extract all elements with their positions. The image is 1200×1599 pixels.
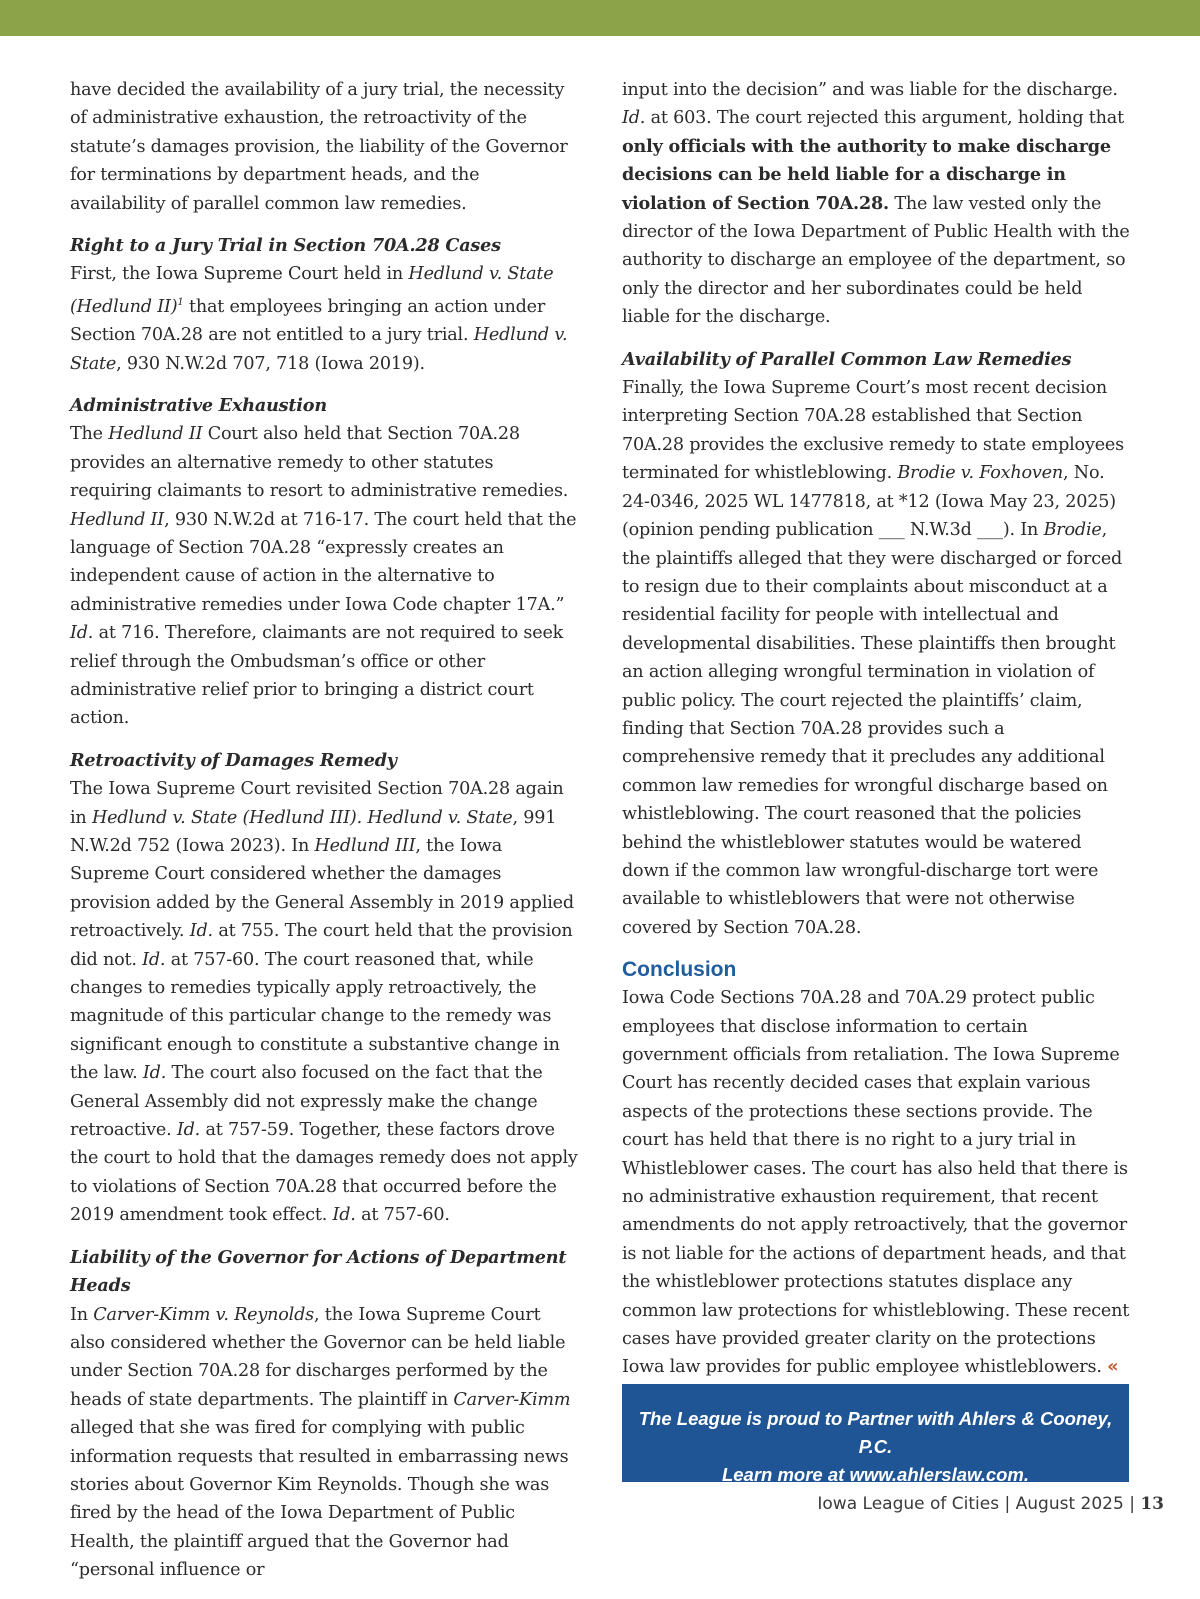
admin-exhaustion-paragraph: The Hedlund II Court also held that Section 70A.28 provides an alternative remedy to other statutes requiring claimants to resort to administrative remedies. Hedlund II, 930 N.W.2d at 716-17. The court held that the language of Section 70A.28 “expressly creates an independent cause of action in the alternative to administrative remedies under Iowa Code chapter 17A.” Id. at 716. Therefore, claimants are not required to seek relief through the Ombudsman’s office or other administrative relief prior to bringing a district court action. — [70, 424, 577, 729]
page-number: 13 — [1140, 1494, 1164, 1514]
case-citation: Hedlund II — [108, 424, 203, 445]
conclusion-paragraph: Iowa Code Sections 70A.28 and 70A.29 protect public employees that disclose information to certain government officials from retaliation. The Iowa Supreme Court has recently decided cases that explain various aspects of the protections these sections provide. The court has held that there is no right to a jury trial in Whistleblower cases. The court has also held that there is no administrative exhaustion requirement, that recent amendments do not apply retroactively, that the governor is not liable for the actions of department heads, and that the whistleblower protections statutes displace any common law protections for whistleblowing. These recent cases have provided greater clarity on the protections Iowa law provides for public employee whistleblowers. « — [622, 988, 1130, 1378]
governor-liability-paragraph: In Carver-Kimm v. Reynolds, the Iowa Supreme Court also considered whether the Governor can be held liable under Section 70A.28 for discharges performed by the heads of state departments. The plaintiff in Carver-Kimm alleged that she was fired for complying with public information requests that resulted in embarrassing news stories about Governor Kim Reynolds. Though she was fired by the head of the Iowa Department of Public Health, the plaintiff argued that the Governor had “personal influence or — [70, 1304, 571, 1581]
intro-paragraph: have decided the availability of a jury trial, the necessity of administrative exhaustion, the retroactivity of the statute’s damages provision, the liability of the Governor for terminations by department heads, and the availability of parallel common law remedies. — [70, 80, 568, 214]
top-color-bar — [0, 0, 1200, 36]
page-footer — [817, 1490, 1164, 1518]
promo-line-1: The League is proud to Partner with Ahlers & Cooney, P.C. — [638, 1408, 1113, 1457]
case-citation: Carver-Kimm — [453, 1389, 571, 1410]
case-citation: Hedlund v. State (Hedlund II) — [70, 264, 554, 317]
case-citation: Hedlund v. State — [70, 325, 568, 374]
case-citation: Hedlund v. State (Hedlund III). Hedlund v. State — [91, 807, 513, 828]
common-law-heading: Availability of Parallel Common Law Remedies — [622, 348, 1072, 370]
case-citation: Hedlund II — [70, 509, 165, 530]
footnote-marker: 1 — [177, 296, 184, 308]
jury-trial-paragraph: First, the Iowa Supreme Court held in Hedlund v. State (Hedlund II)$^1$ that employees bringing an action under Section 70A.28 are not entitled to a jury trial. Hedlund v. State, 930 N.W.2d 707, 718 (Iowa 2019). — [70, 264, 568, 374]
end-of-article-icon: « — [1107, 1357, 1119, 1378]
governor-liability-heading: Liability of the Governor for Actions of Department Heads — [70, 1246, 567, 1297]
retroactivity-paragraph: The Iowa Supreme Court revisited Section 70A.28 again in Hedlund v. State (Hedlund III). Hedlund v. State, 991 N.W.2d 752 (Iowa 2023). In Hedlund III, the Iowa Supreme Court considered whether the damages provision added by the General Assembly in 2019 applied retroactively. Id. at 755. The court held that the provision did not. Id. at 757-60. The court reasoned that, while changes to remedies typically apply retroactively, the magnitude of this particular change to the remedy was significant enough to constitute a substantive change in the law. Id. The court also focused on the fact that the General Assembly did not expressly make the change retroactive. Id. at 757-59. Together, these factors drove the court to hold that the damages remedy does not apply to violations of Section 70A.28 that occurred before the 2019 amendment took effect. Id. at 757-60. — [70, 779, 578, 1226]
case-citation: Brodie v. Foxhoven — [897, 463, 1064, 484]
left-column — [70, 76, 578, 1599]
retroactivity-heading: Retroactivity of Damages Remedy — [70, 749, 397, 771]
governor-liability-continued: input into the decision” and was liable for the discharge. Id. at 603. The court rejected this argument, holding that only officials with the authority to make discharge decisions can be held liable for a discharge in violation of Section 70A.28. The law vested only the director of the Iowa Department of Public Health with the authority to discharge an employee of the department, so only the director and her subordinates could be held liable for the discharge. — [622, 80, 1130, 328]
jury-trial-heading: Right to a Jury Trial in Section 70A.28 Cases — [70, 235, 501, 257]
case-citation: Brodie — [1043, 520, 1102, 541]
right-column — [622, 76, 1130, 1396]
holding-emphasis: only officials with the authority to make discharge decisions can be held liable for a discharge in violation of Section 70A.28. — [622, 135, 1111, 214]
common-law-paragraph: Finally, the Iowa Supreme Court’s most recent decision interpreting Section 70A.28 established that Section 70A.28 provides the exclusive remedy to state employees terminated for whistleblowing. Brodie v. Foxhoven, No. 24-0346, 2025 WL 1477818, at *12 (Iowa May 23, 2025) (opinion pending publication ___ N.W.3d ___). In Brodie, the plaintiffs alleged that they were discharged or forced to resign due to their complaints about misconduct at a residential facility for people with intellectual and developmental disabilities. These plaintiffs then brought an action alleging wrongful termination in violation of public policy. The court rejected the plaintiffs’ claim, finding that Section 70A.28 provides such a comprehensive remedy that it precludes any additional common law remedies for wrongful discharge based on whistleblowing. The court reasoned that the policies behind the whistleblower statutes would be watered down if the common law wrongful-discharge tort were available to whistleblowers that were not otherwise covered by Section 70A.28. — [622, 378, 1124, 938]
conclusion-heading: Conclusion — [622, 958, 737, 982]
partner-promo-box — [622, 1384, 1129, 1485]
publication-info: Iowa League of Cities | August 2025 | — [817, 1494, 1141, 1514]
promo-line-2: Learn more at www.ahlerslaw.com. — [721, 1464, 1030, 1485]
admin-exhaustion-heading: Administrative Exhaustion — [70, 394, 327, 416]
case-citation: Hedlund III — [314, 836, 416, 857]
case-citation: Carver-Kimm v. Reynolds — [93, 1304, 314, 1325]
